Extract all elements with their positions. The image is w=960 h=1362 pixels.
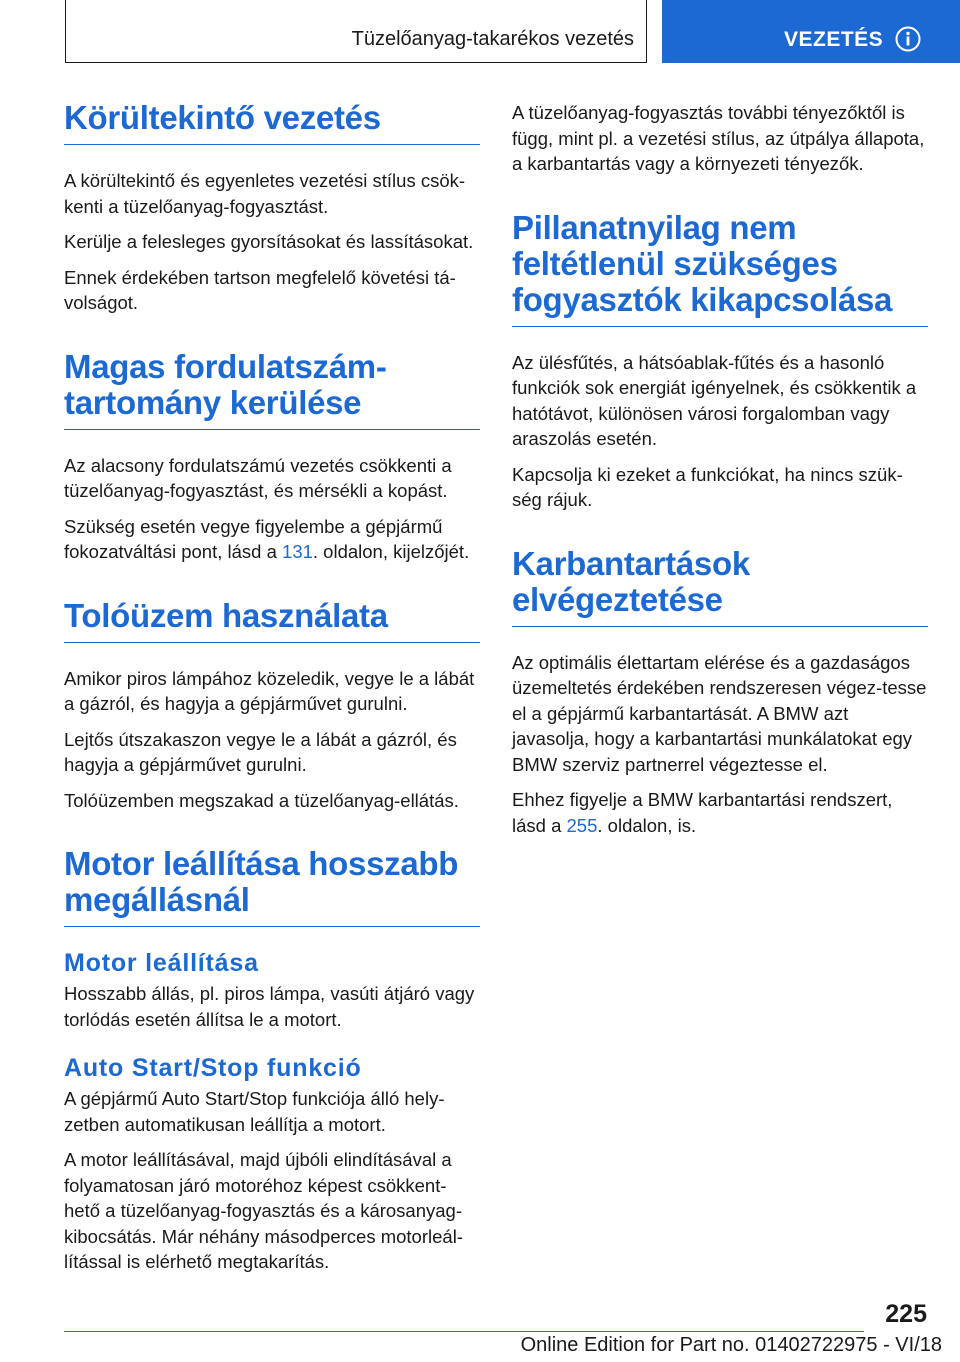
- text-span: Szükség esetén vegye figyelembe a gépjármű fokozatváltási pont, lásd a: [64, 515, 443, 562]
- section-motor-leallitasa: [64, 846, 480, 1275]
- text-span: . oldalon, kijelzőjét.: [312, 541, 470, 562]
- heading-magas-fordulatszam: Magas fordulatszám-tartomány kerülése: [64, 349, 480, 430]
- paragraph: A körültekintő és egyenletes vezetési stílus csök-kenti a tüzelőanyag-fogyasztást.: [64, 170, 466, 217]
- paragraph: Az ülésfűtés, a hátsóablak-fűtés és a hasonló funkciók sok energiát igényelnek, és csökkentik a hatótávot, különösen városi forgalomban vagy araszolás esetén.: [512, 351, 917, 449]
- paragraph: Hosszabb állás, pl. piros lámpa, vasúti átjáró vagy torlódás esetén állítsa le a motort.: [64, 983, 475, 1030]
- section-magas-fordulatszam: [64, 349, 480, 565]
- paragraph: Az alacsony fordulatszámú vezetés csökkenti a tüzelőanyag-fogyasztást, és mérsékli a kopást.: [64, 454, 452, 501]
- header-section-tab[interactable]: [662, 0, 960, 63]
- header-title: Tüzelőanyag-takarékos vezetés: [351, 28, 634, 50]
- section-toloüzem: [64, 598, 480, 814]
- section-korultekinto: [64, 100, 480, 316]
- paragraph: Amikor piros lámpához közeledik, vegye le a lábát a gázról, és hagyja a gépjárművet gurulni.: [64, 667, 475, 714]
- footer-edition: Online Edition for Part no. 01402722975 - VI/18: [520, 1334, 942, 1356]
- section-fogyasztok-kikapcsolasa: [512, 210, 928, 513]
- paragraph: A gépjármű Auto Start/Stop funkciója álló hely-zetben automatikusan leállítja a motort.: [64, 1088, 445, 1135]
- paragraph: Ennek érdekében tartson megfelelő követési tá-volságot.: [64, 266, 456, 313]
- text-span: Ehhez figyelje a BMW karbantartási rendszert, lásd a: [512, 789, 893, 836]
- subheading-auto-start-stop: Auto Start/Stop funkció: [64, 1054, 362, 1082]
- paragraph-with-link: [512, 787, 928, 838]
- footer-divider: [64, 1331, 864, 1332]
- header-title-box: [65, 0, 647, 63]
- paragraph-with-link: [64, 514, 480, 565]
- left-column: [64, 100, 480, 1285]
- heading-fogyasztok-kikapcsolasa: Pillanatnyilag nem feltétlenül szükséges fogyasztók kikapcsolása: [512, 210, 928, 327]
- heading-tolouzem-hasznalata: Tolóüzem használata: [64, 598, 480, 643]
- paragraph: A tüzelőanyag-fogyasztás további tényezőktől is függ, mint pl. a vezetési stílus, az útpálya állapota, a karbantartás vagy a környezeti tényezők.: [512, 102, 925, 174]
- paragraph: Tolóüzemben megszakad a tüzelőanyag-ellátás.: [64, 789, 459, 811]
- paragraph: A motor leállításával, majd újbóli elindításával a folyamatosan járó motoréhoz képest csökkent-hető a tüzelőanyag-fogyasztás és a károsanyag-kibocsátás. Már néhány másodperces motorleál-lítással is elérhető megtakarítás.: [64, 1149, 463, 1272]
- paragraph: Kerülje a felesleges gyorsításokat és lassításokat.: [64, 231, 474, 252]
- page-number: 225: [885, 1300, 927, 1328]
- section-karbantartasok: [512, 546, 928, 839]
- text-span: . oldalon, is.: [597, 814, 697, 836]
- page-link-255[interactable]: 255: [566, 814, 598, 836]
- header-section-label: VEZETÉS: [784, 28, 884, 51]
- paragraph: Az optimális élettartam elérése és a gazdaságos üzemeltetés érdekében rendszeresen végez-tesse el a gépjármű karbantartását. A BMW azt javasolja, hogy a karbantartási munkálatokat egy BMW szerviz partnerrel végeztesse el.: [512, 651, 927, 775]
- heading-motor-leallitasa-hosszabb: Motor leállítása hosszabb megállásnál: [64, 846, 480, 927]
- page-link-131[interactable]: 131: [282, 541, 313, 562]
- subheading-motor-leallitasa: Motor leállítása: [64, 949, 259, 977]
- info-icon[interactable]: [895, 26, 921, 52]
- paragraph: Lejtős útszakaszon vegye le a lábát a gázról, és hagyja a gépjárművet gurulni.: [64, 728, 457, 775]
- heading-karbantartasok-elvegeztetese: Karbantartások elvégeztetése: [512, 546, 928, 627]
- heading-korultekinto-vezetes: Körültekintő vezetés: [64, 100, 480, 145]
- right-column: [512, 100, 928, 848]
- paragraph: Kapcsolja ki ezeket a funkciókat, ha nincs szük-ség rájuk.: [512, 463, 903, 510]
